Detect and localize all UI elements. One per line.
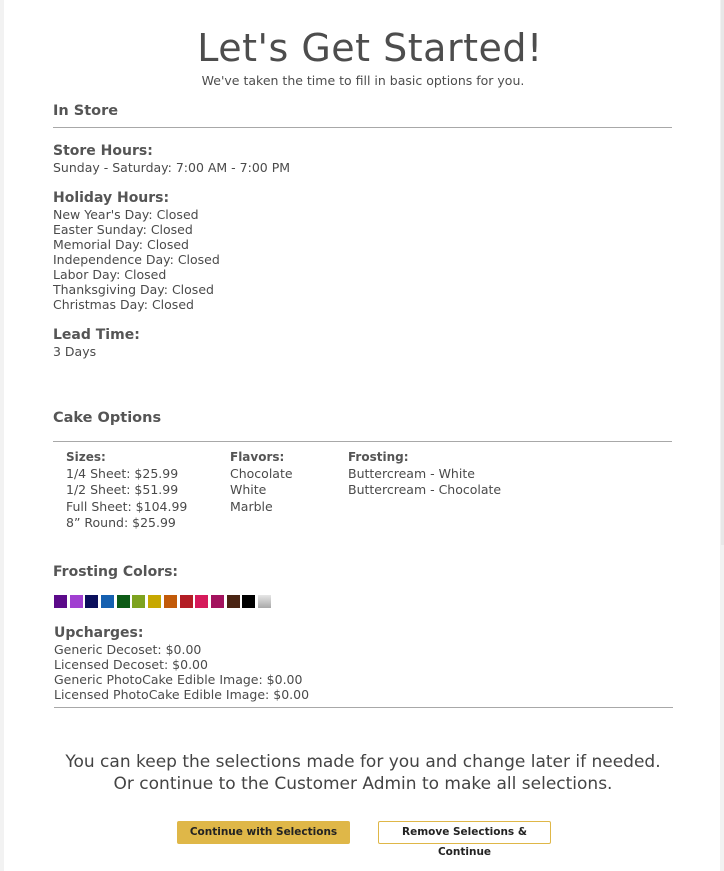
color-swatch bbox=[148, 595, 161, 608]
holiday-item: Christmas Day: Closed bbox=[53, 297, 194, 312]
upcharges-label: Upcharges: bbox=[54, 625, 144, 641]
flavors-label: Flavors: bbox=[230, 450, 285, 464]
frosting-item: Buttercream - White bbox=[348, 465, 475, 481]
section-divider bbox=[54, 707, 673, 708]
color-swatch bbox=[211, 595, 224, 608]
store-hours-value: Sunday - Saturday: 7:00 AM - 7:00 PM bbox=[53, 160, 291, 175]
sizes-column bbox=[66, 449, 187, 532]
section-heading-cake-options: Cake Options bbox=[53, 410, 162, 426]
color-swatch bbox=[70, 595, 83, 608]
section-heading-in-store: In Store bbox=[53, 103, 119, 119]
holiday-item: Memorial Day: Closed bbox=[53, 237, 189, 252]
frosting-label: Frosting: bbox=[348, 450, 409, 464]
holiday-item: Labor Day: Closed bbox=[53, 267, 167, 282]
color-swatch bbox=[117, 595, 130, 608]
lead-time-block bbox=[53, 327, 140, 359]
page-title: Let's Get Started! bbox=[197, 26, 543, 70]
lead-time-value: 3 Days bbox=[53, 344, 97, 359]
holiday-item: Easter Sunday: Closed bbox=[53, 222, 193, 237]
sizes-label: Sizes: bbox=[66, 450, 106, 464]
selection-note bbox=[0, 751, 724, 795]
frosting-column bbox=[348, 449, 501, 499]
color-swatch bbox=[132, 595, 145, 608]
holiday-hours-label: Holiday Hours: bbox=[53, 190, 170, 206]
note-line: Or continue to the Customer Admin to make all selections. bbox=[113, 774, 613, 794]
holiday-item: Independence Day: Closed bbox=[53, 252, 220, 267]
upcharge-item: Licensed Decoset: $0.00 bbox=[54, 657, 208, 672]
frosting-item: Buttercream - Chocolate bbox=[348, 482, 502, 497]
frosting-colors-block bbox=[53, 564, 178, 581]
lead-time-label: Lead Time: bbox=[53, 327, 140, 343]
color-swatch bbox=[195, 595, 208, 608]
upcharge-item: Licensed PhotoCake Edible Image: $0.00 bbox=[54, 687, 310, 702]
note-line: You can keep the selections made for you and change later if needed. bbox=[65, 752, 661, 772]
section-divider bbox=[53, 441, 672, 442]
color-swatch bbox=[85, 595, 98, 608]
page-panel bbox=[4, 0, 720, 871]
frosting-color-swatches bbox=[54, 595, 274, 608]
size-item: 8” Round: $25.99 bbox=[66, 515, 176, 530]
upcharge-item: Generic Decoset: $0.00 bbox=[54, 642, 202, 657]
continue-with-selections-button[interactable]: Continue with Selections bbox=[177, 821, 350, 844]
store-hours-label: Store Hours: bbox=[53, 143, 153, 159]
color-swatch bbox=[164, 595, 177, 608]
holiday-item: New Year's Day: Closed bbox=[53, 207, 199, 222]
size-item: Full Sheet: $104.99 bbox=[66, 498, 188, 514]
color-swatch bbox=[180, 595, 193, 608]
color-swatch bbox=[227, 595, 240, 608]
color-swatch bbox=[258, 595, 271, 608]
holiday-hours-block bbox=[53, 190, 220, 312]
size-item: 1/4 Sheet: $25.99 bbox=[66, 465, 179, 481]
color-swatch bbox=[54, 595, 67, 608]
upcharges-block bbox=[54, 625, 309, 702]
frosting-colors-label: Frosting Colors: bbox=[53, 564, 179, 580]
section-divider bbox=[53, 127, 672, 128]
store-hours-block bbox=[53, 143, 290, 175]
color-swatch bbox=[101, 595, 114, 608]
size-item: 1/2 Sheet: $51.99 bbox=[66, 482, 179, 497]
flavor-item: White bbox=[230, 482, 267, 497]
holiday-item: Thanksgiving Day: Closed bbox=[53, 282, 214, 297]
flavor-item: Marble bbox=[230, 498, 273, 514]
flavors-column bbox=[230, 449, 293, 515]
color-swatch bbox=[242, 595, 255, 608]
remove-selections-continue-button[interactable]: Remove Selections & Continue bbox=[378, 821, 551, 844]
page-subtitle: We've taken the time to fill in basic options for you. bbox=[201, 73, 525, 88]
upcharge-item: Generic PhotoCake Edible Image: $0.00 bbox=[54, 672, 303, 687]
flavor-item: Chocolate bbox=[230, 465, 293, 481]
